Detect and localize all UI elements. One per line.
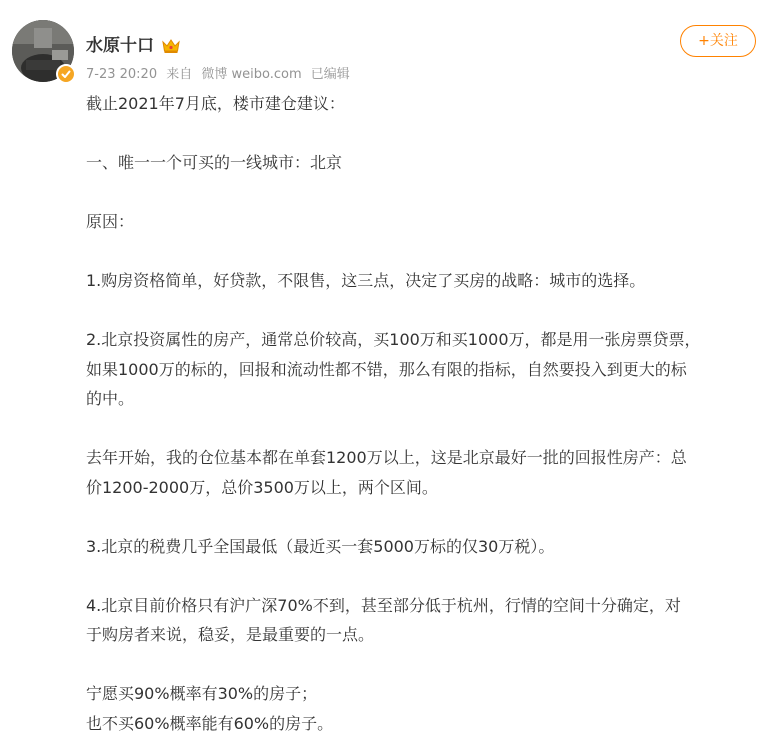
post-text-line: 1.购房资格简单，好贷款，不限售，这三点，决定了买房的战略：城市的选择。 bbox=[86, 271, 646, 290]
edited-label: 已编辑 bbox=[310, 67, 350, 82]
blank-line bbox=[86, 561, 756, 591]
blank-line bbox=[86, 237, 756, 267]
source-prefix: 来自 bbox=[166, 67, 193, 82]
post-text-line: 也不买60%概率能有60%的房子。 bbox=[86, 713, 334, 733]
follow-button[interactable]: +关注 bbox=[680, 25, 756, 57]
post-text-line: 如果1000万的标的，回报和流动性都不错，那么有限的指标，自然要投入到更大的标 bbox=[86, 359, 687, 379]
post-text-line: 宁愿买90%概率有30%的房子； bbox=[86, 684, 318, 703]
post-text-line: 3.北京的税费几乎全国最低（最近买一套5000万标的仅30万税）。 bbox=[86, 536, 555, 556]
post-text-line: 原因： bbox=[86, 212, 135, 231]
blank-line bbox=[86, 178, 756, 208]
vip-crown-icon[interactable] bbox=[161, 38, 181, 54]
blank-line bbox=[86, 119, 756, 149]
post-time[interactable]: 7-23 20:20 bbox=[86, 67, 158, 82]
post-header bbox=[86, 34, 181, 58]
blank-line bbox=[86, 502, 756, 532]
blank-line bbox=[86, 414, 756, 444]
post-text-line: 价1200-2000万，总价3500万以上，两个区间。 bbox=[86, 477, 438, 497]
post-text-line: 4.北京目前价格只有沪广深70%不到，甚至部分低于杭州，行情的空间十分确定，对 bbox=[86, 595, 681, 615]
post-source[interactable]: 微博 weibo.com bbox=[201, 67, 302, 82]
post-meta bbox=[86, 66, 355, 84]
post-content bbox=[86, 89, 756, 738]
username[interactable]: 水原十口 bbox=[86, 36, 154, 56]
post-text-line: 去年开始，我的仓位基本都在单套1200万以上，这是北京最好一批的回报性房产：总 bbox=[86, 448, 687, 467]
avatar-container[interactable] bbox=[12, 20, 74, 82]
verified-badge-icon bbox=[56, 64, 76, 84]
post-text-line: 一、唯一一个可买的一线城市：北京 bbox=[86, 153, 343, 172]
blank-line bbox=[86, 650, 756, 680]
post-text-line: 截止2021年7月底，楼市建仓建议： bbox=[86, 94, 345, 113]
post-text-line: 2.北京投资属性的房产，通常总价较高，买100万和买1000万，都是用一张房票贷票， bbox=[86, 330, 701, 349]
blank-line bbox=[86, 296, 756, 326]
post-text-line: 的中。 bbox=[86, 389, 135, 408]
post-text-line: 于购房者来说，稳妥，是最重要的一点。 bbox=[86, 625, 375, 644]
